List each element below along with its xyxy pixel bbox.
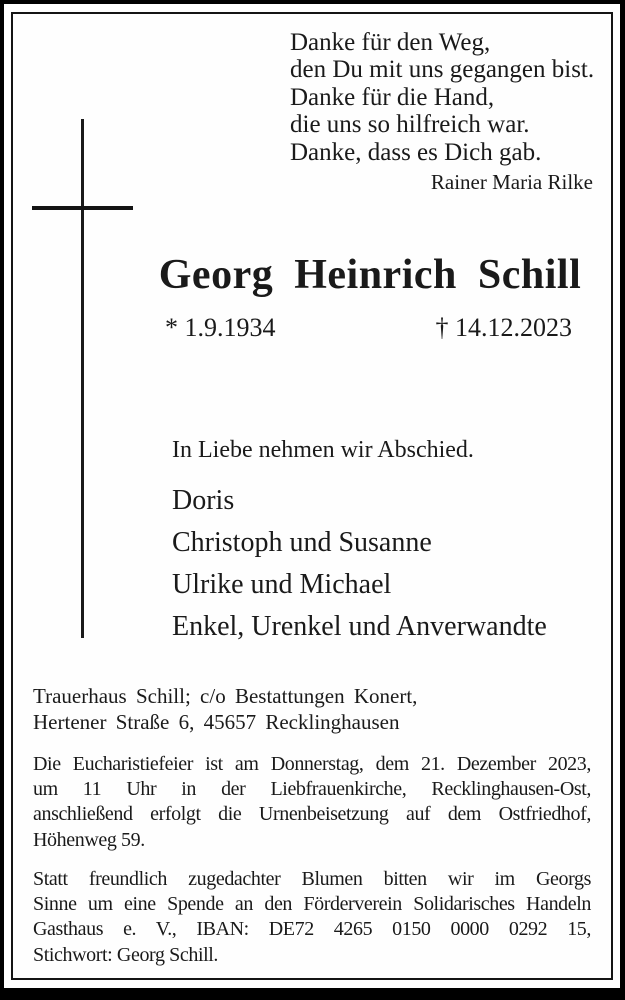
service-line: anschließend erfolgt die Urnenbeisetzung auf dem Ostfriedhof, — [33, 803, 591, 826]
mourner-name: Doris — [172, 485, 235, 516]
service-line: Die Eucharistiefeier ist am Donnerstag, dem 21. Dezember 2023, — [33, 753, 591, 775]
cross-horizontal-bar — [32, 206, 133, 210]
farewell-intro: In Liebe nehmen wir Abschied. — [172, 437, 474, 463]
deceased-name: Georg Heinrich Schill — [158, 252, 582, 298]
donation-line: Statt freundlich zugedachter Blumen bitten wir im Georgs — [33, 868, 591, 890]
donation-line: Stichwort: Georg Schill. — [33, 943, 219, 966]
poem-line: Danke für die Hand, — [290, 83, 495, 111]
contact-line: Trauerhaus Schill; c/o Bestattungen Konert, — [33, 684, 418, 708]
birth-date: * 1.9.1934 — [165, 313, 276, 342]
donation-line: Sinne um eine Spende an den Förderverein Solidarisches Handeln — [33, 893, 591, 916]
poem-line: Danke für den Weg, — [290, 29, 491, 56]
poem-line: den Du mit uns gegangen bist. — [290, 56, 595, 84]
service-line: um 11 Uhr in der Liebfrauenkirche, Recklinghausen-Ost, — [33, 778, 591, 801]
donation-line: Gasthaus e. V., IBAN: DE72 4265 0150 0000 0292 15, — [33, 918, 591, 941]
service-paragraph — [33, 752, 591, 853]
death-date: † 14.12.2023 — [435, 313, 572, 342]
service-line: Höhenweg 59. — [33, 828, 145, 851]
contact-block — [33, 684, 417, 735]
contact-line: Hertener Straße 6, 45657 Recklinghausen — [33, 709, 400, 734]
donation-paragraph — [33, 867, 591, 968]
mourner-name: Christoph und Susanne — [172, 527, 432, 558]
poem-block — [290, 29, 593, 166]
cross-vertical-bar — [81, 119, 84, 638]
poem-attribution: Rainer Maria Rilke — [430, 170, 593, 194]
mourners-list — [172, 480, 547, 648]
mourner-name: Enkel, Urenkel und Anverwandte — [172, 611, 547, 642]
life-dates — [165, 313, 572, 343]
poem-line: die uns so hilfreich war. — [290, 111, 530, 139]
poem-line: Danke, dass es Dich gab. — [290, 138, 542, 166]
mourner-name: Ulrike und Michael — [172, 569, 392, 600]
